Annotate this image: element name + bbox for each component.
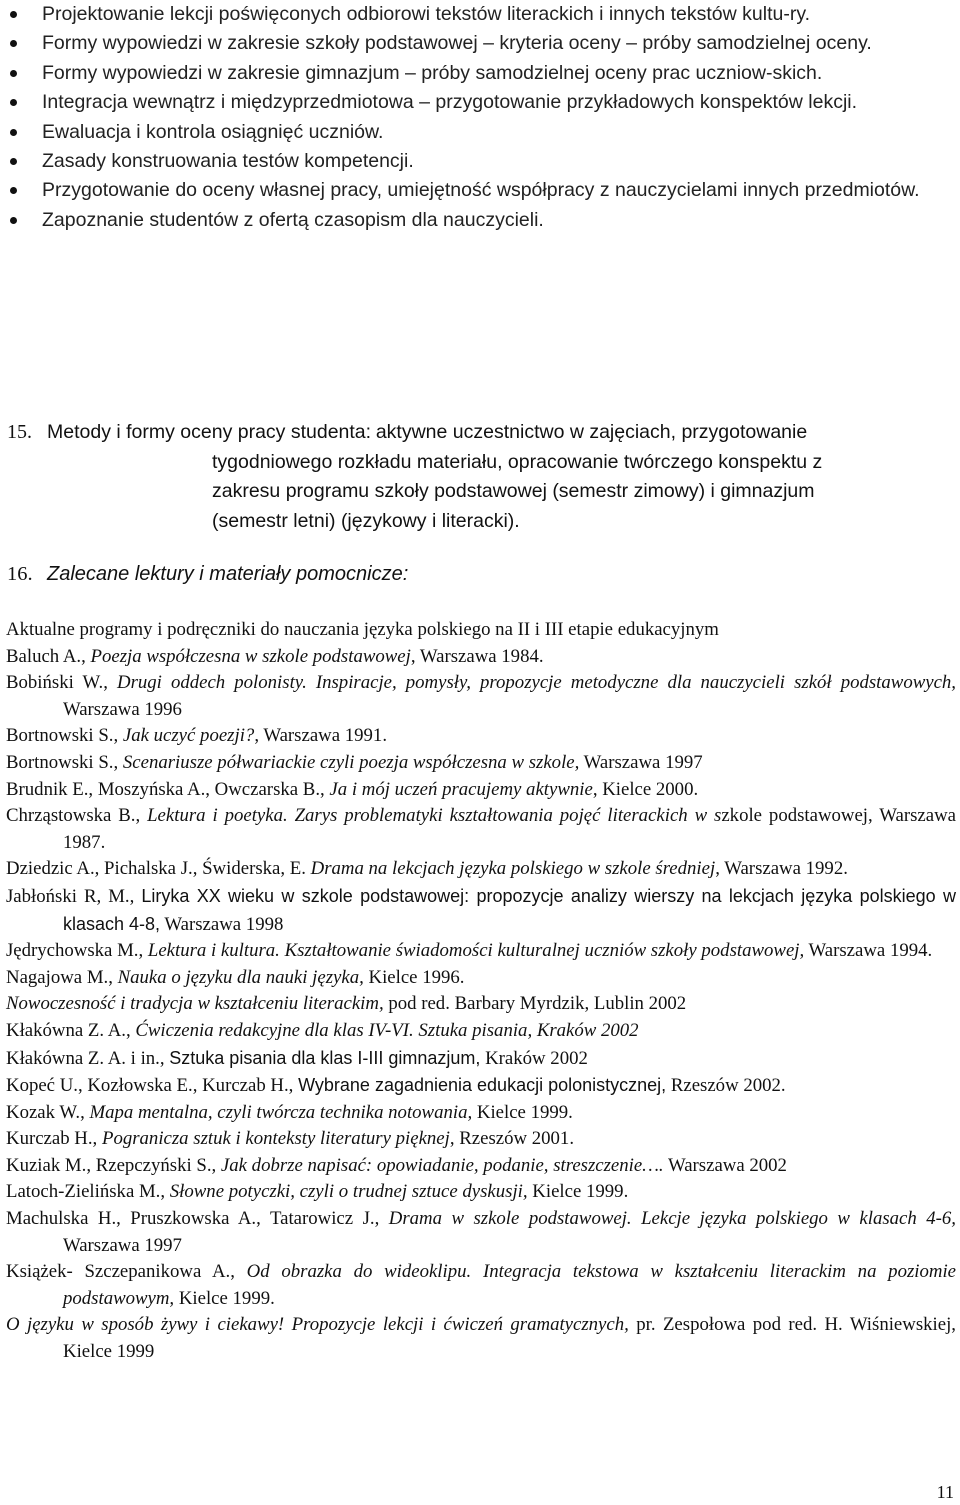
bibliography-entry <box>6 1206 956 1259</box>
entry-text: Warszawa 2002 <box>663 1154 787 1176</box>
bibliography-entry <box>6 1179 956 1206</box>
bibliography-entry <box>6 856 956 883</box>
entry-title: Od obrazka do wideoklipu. Integracja tekstowa w kształceniu literackim na poziomie podstawowym, <box>63 1261 957 1309</box>
entry-text: Wybrane zagadnienia edukacji polonistycznej, <box>298 1075 667 1096</box>
entry-text: , Rzeszów 2001. <box>449 1128 575 1150</box>
bibliography-entry <box>6 644 956 671</box>
bibliography-entry <box>6 670 956 723</box>
bullet-item: Projektowanie lekcji poświęconych odbiorowi tekstów literackich i innych tekstów kultu-ry. <box>0 0 960 29</box>
bullet-icon <box>10 158 17 165</box>
entry-text: pod red. Barbary Myrdzik, Lublin 2002 <box>383 993 687 1015</box>
bibliography-list <box>6 617 956 1366</box>
entry-text: Jabłoński R, M., <box>6 885 135 907</box>
bullet-icon <box>10 70 17 77</box>
bullet-icon <box>10 187 17 194</box>
entry-text: Kielce 1999. <box>472 1101 573 1123</box>
bullet-item: Ewaluacja i kontrola osiągnięć uczniów. <box>0 118 960 147</box>
entry-title: Poezja współczesna w szkole podstawowej <box>90 645 411 667</box>
bibliography-entry <box>6 1312 956 1365</box>
entry-text: Brudnik E., Moszyńska A., Owczarska B., <box>6 778 325 800</box>
bullet-item: Integracja wewnątrz i międzyprzedmiotowa – przygotowanie przykładowych konspektów lekcji. <box>0 88 960 117</box>
bullet-icon <box>10 40 17 47</box>
entry-text: Chrząstowska B., <box>6 805 141 827</box>
entry-title: O języku w sposób żywy i ciekawy! Propozycje lekcji i ćwiczeń gramatycznych, <box>6 1314 629 1336</box>
bullet-item: Formy wypowiedzi w zakresie szkoły podstawowej – kryteria oceny – próby samodzielnej oceny. <box>0 29 960 58</box>
bibliography-entry <box>6 1153 956 1180</box>
bibliography-entry <box>6 1072 956 1100</box>
entry-text: Kozak W., <box>6 1101 85 1123</box>
bibliography-entry <box>6 1045 956 1073</box>
section-16 <box>7 563 408 586</box>
page-number: 11 <box>936 1482 954 1502</box>
entry-text: Warszawa 1996 <box>63 698 182 720</box>
entry-text: Kielce 1999. <box>174 1287 275 1309</box>
entry-title: Nauka o języku dla nauki języka, <box>117 966 364 988</box>
entry-title: Drama na lekcjach języka polskiego w szkole średniej <box>310 858 716 880</box>
section-number: 16. <box>7 563 33 585</box>
section-text: tygodniowego rozkładu materiału, opracowanie twórczego konspektu z <box>212 450 823 473</box>
entry-text: Bortnowski S., <box>6 751 119 773</box>
section-heading: Zalecane lektury i materiały pomocnicze: <box>47 563 409 585</box>
entry-text: Warszawa 1997 <box>579 751 703 773</box>
entry-text: Kopeć U., Kozłowska E., Kurczab H., <box>6 1075 294 1097</box>
topic-bullet-list <box>0 0 960 235</box>
section-text: zakresu programu szkoły podstawowej (semestr zimowy) i gimnazjum <box>212 480 815 502</box>
bibliography-entry <box>6 1018 956 1045</box>
bibliography-entry <box>6 803 956 856</box>
entry-text: Latoch-Zielińska M., <box>6 1181 166 1203</box>
entry-text: Kłakówna Z. A. i in., <box>6 1047 165 1069</box>
entry-text: Sztuka pisania dla klas I-III gimnazjum, <box>169 1047 481 1068</box>
entry-text: Kurczab H., <box>6 1128 98 1150</box>
entry-text: Machulska H., Pruszkowska A., Tatarowicz J., <box>6 1208 380 1230</box>
entry-text: zkole podstawowej, Warszawa 1987. <box>63 805 956 853</box>
section-heading: Metody i formy oceny pracy studenta: <box>47 421 372 443</box>
bullet-item: Formy wypowiedzi w zakresie gimnazjum – próby samodzielnej oceny prac uczniow-skich. <box>0 59 960 88</box>
bullet-icon <box>10 217 17 224</box>
bibliography-entry <box>6 777 956 804</box>
entry-text: Baluch A., <box>6 645 86 667</box>
bibliography-entry <box>6 991 956 1018</box>
entry-text: Warszawa 1997 <box>63 1234 182 1256</box>
bullet-item: Przygotowanie do oceny własnej pracy, umiejętność współpracy z nauczycielami innych przedmiotów. <box>0 176 960 205</box>
entry-title: Jak dobrze napisać: opowiadanie, podanie, streszczenie…. <box>220 1154 664 1176</box>
section-text: (semestr letni) (językowy i literacki). <box>212 509 520 532</box>
entry-text: , Warszawa 1991. <box>254 725 388 747</box>
bullet-icon <box>10 11 17 18</box>
bibliography-entry <box>6 938 956 965</box>
entry-text: Książek- Szczepanikowa A., <box>6 1261 235 1283</box>
bibliography-entry <box>6 750 956 777</box>
entry-text: Kielce 1999. <box>527 1181 629 1203</box>
entry-text: Bobiński W., <box>6 672 108 694</box>
entry-title: Lektura i poetyka. Zarys problematyki kształtowania pojęć literackich w s <box>147 805 722 827</box>
entry-text: Jędrychowska M., <box>6 940 144 962</box>
bibliography-entry <box>6 1259 956 1312</box>
entry-text: Kłakówna Z. A., <box>6 1019 131 1041</box>
entry-text: , Warszawa 1984. <box>410 645 544 667</box>
entry-text: , Kielce 2000. <box>592 778 699 800</box>
entry-text: Dziedzic A., Pichalska J., Świderska, E. <box>6 858 306 880</box>
bibliography-entry <box>6 723 956 750</box>
entry-title: Drugi oddech polonisty. Inspiracje, pomysły, propozycje metodyczne dla nauczycieli szkół podstawowych, <box>117 672 956 694</box>
entry-text: Kuziak M., Rzepczyński S., <box>6 1154 217 1176</box>
entry-text: Rzeszów 2002. <box>666 1075 786 1097</box>
entry-title: Scenariusze półwariackie czyli poezja współczesna w szkole, <box>122 751 580 773</box>
entry-text: Nagajowa M., <box>6 966 113 988</box>
entry-title: Pogranicza sztuk i konteksty literatury pięknej <box>101 1128 450 1150</box>
bullet-item: Zapoznanie studentów z ofertą czasopism dla nauczycieli. <box>0 206 960 235</box>
entry-text: pr. Zespołowa pod red. H. Wiśniewskiej, Kielce 1999 <box>63 1314 956 1363</box>
entry-text: Warszawa 1994. <box>804 940 933 962</box>
entry-title: Ja i mój uczeń pracujemy aktywnie <box>329 778 593 800</box>
entry-text: , Warszawa 1992. <box>715 858 848 880</box>
entry-title: Nowoczesność i tradycja w kształceniu literackim, <box>6 993 384 1015</box>
entry-title: Słowne potyczki, czyli o trudnej sztuce dyskusji, <box>169 1181 528 1203</box>
bullet-icon <box>10 99 17 106</box>
section-text: aktywne uczestnictwo w zajęciach, przygotowanie <box>375 421 808 443</box>
entry-title: Drama w szkole podstawowej. Lekcje języka polskiego w klasach 4-6, <box>388 1208 956 1230</box>
bullet-icon <box>10 129 17 136</box>
section-number: 15. <box>7 421 32 443</box>
entry-text: Liryka XX wieku w szkole podstawowej: propozycje analizy wierszy na lekcjach języka polskiego w klasach 4-8, <box>63 885 956 934</box>
bullet-item: Zasady konstruowania testów kompetencji. <box>0 147 960 176</box>
entry-text: Kielce 1996. <box>363 966 465 988</box>
bibliography-entry <box>6 965 956 992</box>
section-15 <box>7 418 947 536</box>
bibliography-entry <box>6 883 956 938</box>
entry-title: Mapa mentalna, czyli twórcza technika notowania, <box>89 1101 473 1123</box>
entry-text: Kraków 2002 <box>480 1047 588 1069</box>
entry-title: Lektura i kultura. Kształtowanie świadomości kulturalnej uczniów szkoły podstawowej, <box>147 940 805 962</box>
entry-title: Jak uczyć poezji? <box>122 725 255 747</box>
entry-title: Ćwiczenia redakcyjne dla klas IV-VI. Sztuka pisania, Kraków 2002 <box>135 1019 639 1041</box>
bibliography-entry <box>6 1126 956 1153</box>
bibliography-intro: Aktualne programy i podręczniki do nauczania języka polskiego na II i III etapie edukacyjnym <box>6 619 719 640</box>
bibliography-entry <box>6 1100 956 1127</box>
entry-text: Bortnowski S., <box>6 725 119 747</box>
entry-text: Warszawa 1998 <box>160 913 284 935</box>
